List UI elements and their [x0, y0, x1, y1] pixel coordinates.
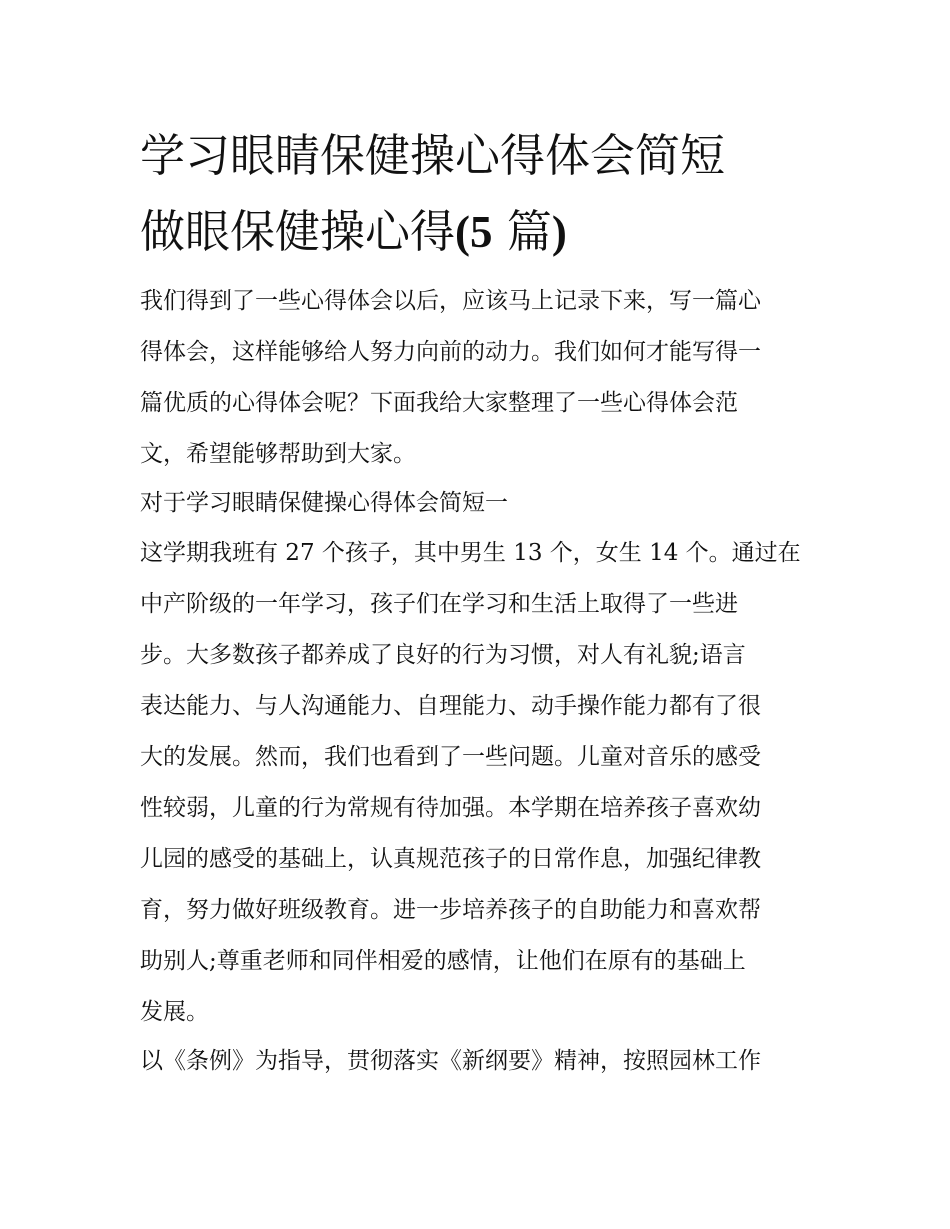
intro-paragraph — [140, 276, 820, 480]
intro-line: 文，希望能够帮助到大家。 — [140, 441, 416, 467]
title-line-2-prefix: 做眼保健操心得 — [140, 205, 456, 258]
title-line-2-close: ) — [551, 207, 567, 257]
intro-line: 篇优质的心得体会呢？下面我给大家整理了一些心得体会范 — [140, 390, 738, 416]
document-title — [140, 118, 820, 270]
section-heading — [140, 478, 820, 529]
intro-line: 得体会，这样能够给人努力向前的动力。我们如何才能写得一 — [140, 339, 761, 365]
body-paragraph-1 — [140, 528, 820, 1038]
paragraph-line: 以《条例》为指导，贯彻落实《新纲要》精神，按照园林工作 — [140, 1048, 761, 1074]
paragraph-line: 助别人;尊重老师和同伴相爱的感情，让他们在原有的基础上 — [140, 948, 746, 974]
body-paragraph-2 — [140, 1036, 820, 1087]
paragraph-line: 这学期我班有 27 个孩子，其中男生 13 个，女生 14 个。通过在 — [140, 540, 801, 566]
title-line-2 — [140, 194, 820, 270]
paragraph-line: 儿园的感受的基础上，认真规范孩子的日常作息，加强纪律教 — [140, 846, 761, 872]
title-line-2-count: (5 — [455, 207, 493, 257]
title-line-1: 学习眼睛保健操心得体会简短 — [140, 129, 726, 182]
paragraph-line: 中产阶级的一年学习，孩子们在学习和生活上取得了一些进 — [140, 591, 738, 617]
paragraph-line: 育，努力做好班级教育。进一步培养孩子的自助能力和喜欢帮 — [140, 897, 761, 923]
paragraph-line: 表达能力、与人沟通能力、自理能力、动手操作能力都有了很 — [140, 693, 761, 719]
paragraph-line: 性较弱，儿童的行为常规有待加强。本学期在培养孩子喜欢幼 — [140, 795, 761, 821]
paragraph-line: 步。大多数孩子都养成了良好的行为习惯，对人有礼貌;语言 — [140, 642, 746, 668]
intro-line: 我们得到了一些心得体会以后，应该马上记录下来，写一篇心 — [140, 288, 761, 314]
section-heading-text: 对于学习眼睛保健操心得体会简短一 — [140, 490, 508, 516]
paragraph-line: 发展。 — [140, 999, 209, 1025]
title-line-2-suffix: 篇 — [506, 205, 552, 258]
paragraph-line: 大的发展。然而，我们也看到了一些问题。儿童对音乐的感受 — [140, 744, 761, 770]
